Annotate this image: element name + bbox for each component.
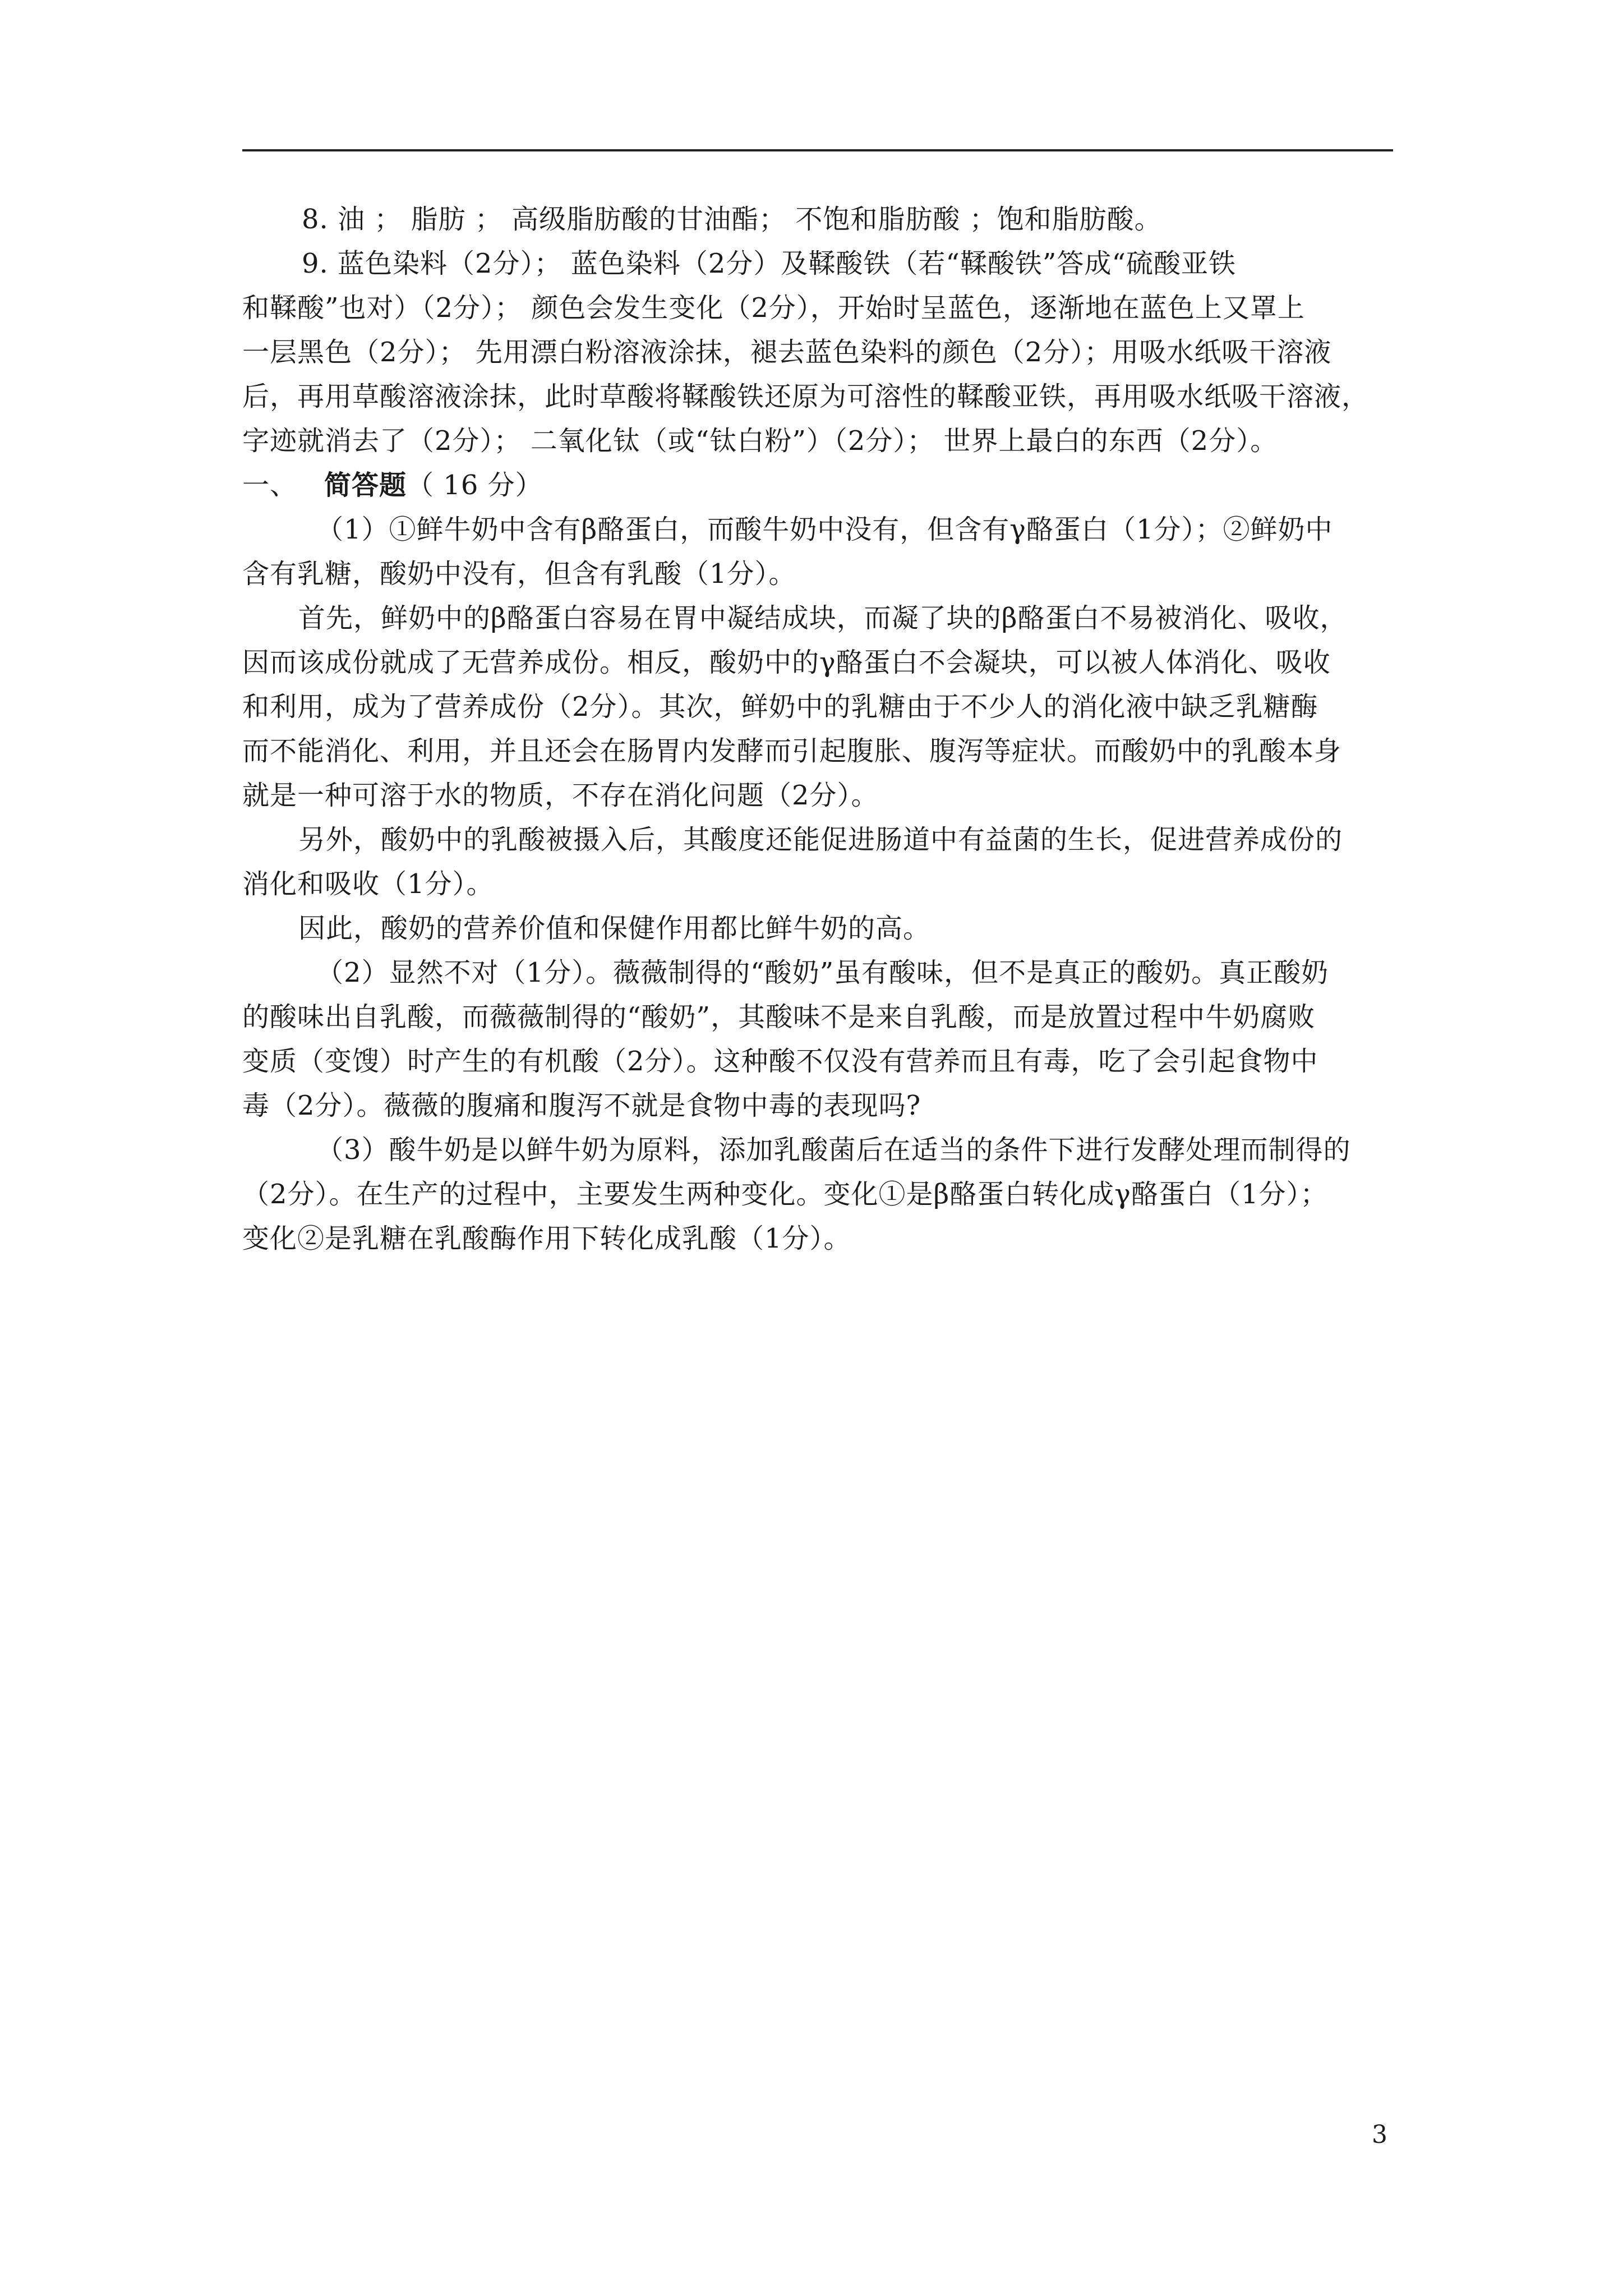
conclusion-line: 因此，酸奶的营养价值和保健作用都比鲜牛奶的高。 xyxy=(298,913,931,944)
document-body xyxy=(242,197,1393,1261)
page-number: 3 xyxy=(1372,2120,1387,2149)
paragraph-line: 消化和吸收（1分）。 xyxy=(242,868,494,900)
paragraph-line: 因而该成份就成了无营养成份。相反，酸奶中的γ酪蛋白不会凝块，可以被人体消化、吸收 xyxy=(242,647,1331,678)
paragraph-line: 另外，酸奶中的乳酸被摄入后，其酸度还能促进肠道中有益菌的生长，促进营养成份的 xyxy=(298,824,1343,855)
short-answer-3-line: （2分）。在生产的过程中，主要发生两种变化。变化①是β酪蛋白转化成γ酪蛋白（1分）； xyxy=(242,1179,1328,1210)
answer-9-line: 9. 蓝色染料（2分）； 蓝色染料（2分）及鞣酸铁（若“鞣酸铁”答成“硫酸亚铁 xyxy=(302,248,1237,279)
short-answer-2-line: （2）显然不对（1分）。薇薇制得的“酸奶”虽有酸味，但不是真正的酸奶。真正酸奶 xyxy=(316,957,1329,988)
short-answer-2-line: 的酸味出自乳酸，而薇薇制得的“酸奶”，其酸味不是来自乳酸，而是放置过程中牛奶腐败 xyxy=(242,1001,1316,1033)
section-number: 一、 xyxy=(242,470,298,501)
answer-9-line: 字迹就消去了（2分）； 二氧化钛（或“钛白粉”）（2分）； 世界上最白的东西（2分）。 xyxy=(242,425,1278,457)
header-rule xyxy=(242,149,1393,151)
section-heading xyxy=(242,463,1393,508)
short-answer-3-line: （3）酸牛奶是以鲜牛奶为原料，添加乳酸菌后在适当的条件下进行发酵处理而制得的 xyxy=(316,1134,1351,1166)
short-answer-1-line: （1）①鲜牛奶中含有β酪蛋白，而酸牛奶中没有，但含有γ酪蛋白（1分）；②鲜奶中 xyxy=(316,514,1333,545)
paragraph-line: 就是一种可溶于水的物质，不存在消化问题（2分）。 xyxy=(242,780,879,811)
section-title: 简答题 xyxy=(324,470,407,501)
answer-9-line: 后，再用草酸溶液涂抹，此时草酸将鞣酸铁还原为可溶性的鞣酸亚铁，再用吸水纸吸干溶液， xyxy=(242,381,1370,412)
short-answer-3-line: 变化②是乳糖在乳酸酶作用下转化成乳酸（1分）。 xyxy=(242,1223,851,1254)
section-score: （ 16 分） xyxy=(407,470,543,501)
paragraph-line: 而不能消化、利用，并且还会在肠胃内发酵而引起腹胀、腹泻等症状。而酸奶中的乳酸本身 xyxy=(242,735,1342,767)
answer-9-line: 一层黑色（2分）； 先用漂白粉溶液涂抹，褪去蓝色染料的颜色（2分）；用吸水纸吸干溶液 xyxy=(242,337,1332,368)
short-answer-1-line: 含有乳糖，酸奶中没有，但含有乳酸（1分）。 xyxy=(242,558,796,590)
paragraph-line: 和利用，成为了营养成份（2分）。其次，鲜奶中的乳糖由于不少人的消化液中缺乏乳糖酶 xyxy=(242,691,1318,723)
answer-8: 8. 油 ； 脂肪 ； 高级脂肪酸的甘油酯； 不饱和脂肪酸 ；饱和脂肪酸。 xyxy=(302,204,1162,235)
paragraph-line: 首先，鲜奶中的β酪蛋白容易在胃中凝结成块，而凝了块的β酪蛋白不易被消化、吸收， xyxy=(298,602,1348,634)
answer-9-line: 和鞣酸”也对）（2分）； 颜色会发生变化（2分），开始时呈蓝色，逐渐地在蓝色上又罩上 xyxy=(242,292,1305,324)
short-answer-2-line: 变质（变馊）时产生的有机酸（2分）。这种酸不仅没有营养而且有毒，吃了会引起食物中 xyxy=(242,1046,1318,1077)
short-answer-2-line: 毒（2分）。薇薇的腹痛和腹泻不就是食物中毒的表现吗? xyxy=(242,1090,921,1121)
